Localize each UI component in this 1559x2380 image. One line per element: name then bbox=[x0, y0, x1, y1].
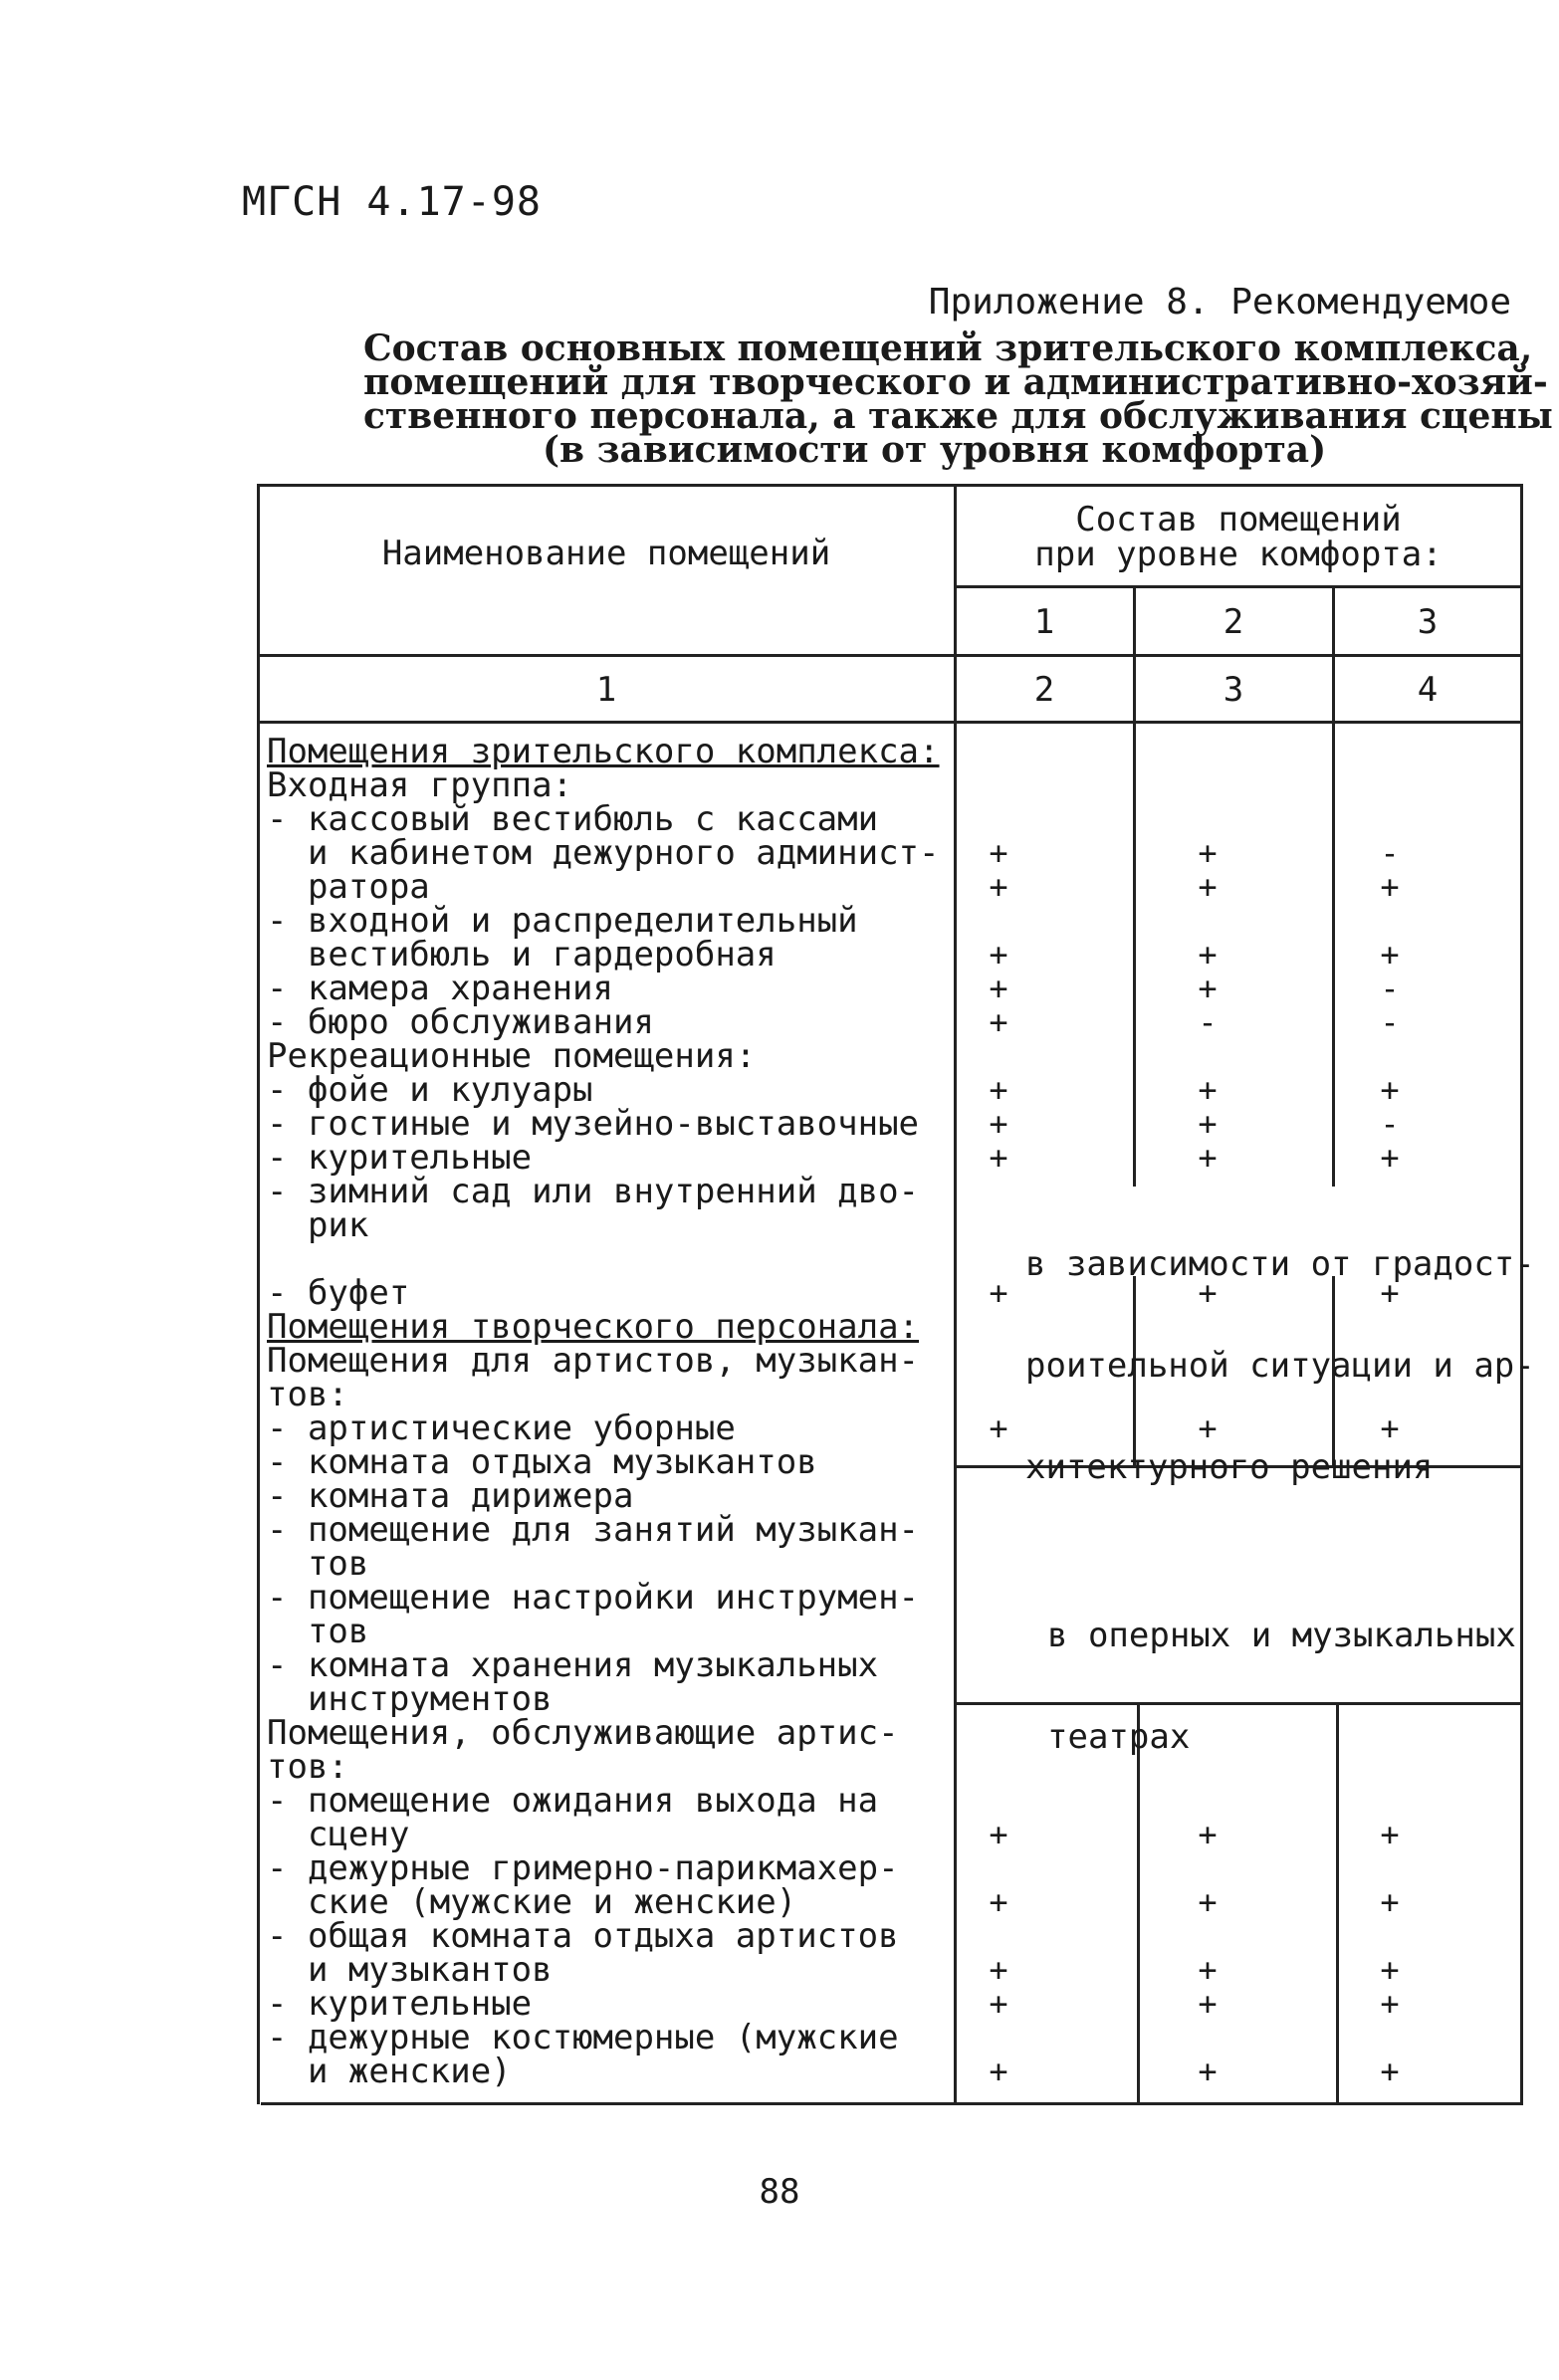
row-label: тов: bbox=[267, 1375, 348, 1414]
comfort-mark: - bbox=[1380, 1003, 1400, 1041]
row-label: ские (мужские и женские) bbox=[267, 1882, 797, 1922]
row-label: - курительные bbox=[267, 1138, 533, 1178]
table-row bbox=[267, 799, 924, 839]
comfort-mark: + bbox=[989, 834, 1008, 872]
row-label: - общая комната отдыха артистов bbox=[267, 1916, 899, 1956]
comfort-mark: + bbox=[989, 1139, 1008, 1177]
table-row bbox=[267, 1882, 1400, 1922]
row-label: - гостиные и музейно-выставочные bbox=[267, 1104, 920, 1144]
table-row bbox=[267, 1307, 924, 1347]
comfort-mark: - bbox=[1380, 970, 1400, 1007]
row-label: - фойе и кулуары bbox=[267, 1070, 593, 1110]
row-label: Рекреационные помещения: bbox=[267, 1036, 757, 1076]
merged-note-line: хитектурного решения bbox=[1025, 1447, 1434, 1487]
comfort-mark: + bbox=[1198, 1274, 1218, 1312]
table-row bbox=[267, 1172, 924, 1211]
group-header-line1: Состав помещений bbox=[1075, 500, 1402, 540]
comfort-mark: + bbox=[1198, 1883, 1218, 1921]
table-row bbox=[267, 901, 924, 941]
row-label: - помещение ожидания выхода на bbox=[267, 1781, 879, 1821]
col-number: 3 bbox=[1223, 670, 1244, 710]
comfort-mark: + bbox=[1380, 1274, 1400, 1312]
col-name-header: Наименование помещений bbox=[381, 534, 831, 573]
name-col-divider bbox=[954, 484, 957, 2104]
table-row bbox=[267, 1442, 924, 1482]
table-row bbox=[267, 1984, 1400, 2024]
page-title bbox=[363, 327, 1553, 471]
comfort-mark: + bbox=[1198, 1985, 1218, 2023]
group-header-line2: при уровне комфорта: bbox=[1034, 535, 1443, 574]
table-row bbox=[267, 1375, 924, 1414]
comfort-mark: - bbox=[1380, 1105, 1400, 1143]
row-label: и кабинетом дежурного админист- bbox=[267, 833, 940, 873]
merged-note-line: театрах bbox=[1047, 1717, 1191, 1757]
row-label: - комната хранения музыкальных bbox=[267, 1645, 879, 1685]
table-row bbox=[267, 867, 1400, 907]
table-row bbox=[267, 1679, 924, 1719]
row-label: - буфет bbox=[267, 1273, 410, 1313]
row-label: вестибюль и гардеробная bbox=[267, 935, 777, 974]
table-bottom-border bbox=[261, 2102, 1523, 2105]
comfort-mark: + bbox=[1380, 1071, 1400, 1109]
row-label: ратора bbox=[267, 867, 430, 907]
table-row bbox=[267, 1950, 1400, 1990]
table-row bbox=[267, 1036, 924, 1076]
comfort-mark: + bbox=[1198, 936, 1218, 974]
row-label: и женские) bbox=[267, 2052, 512, 2091]
table-row bbox=[267, 1781, 924, 1821]
row-label: - помещение для занятий музыкан- bbox=[267, 1510, 920, 1550]
table-row bbox=[267, 1242, 924, 1276]
row-label: тов bbox=[267, 1612, 369, 1651]
comfort-mark: + bbox=[1198, 868, 1218, 906]
table-row bbox=[267, 1205, 924, 1245]
table-row bbox=[267, 1341, 924, 1381]
comfort-mark: + bbox=[989, 1883, 1008, 1921]
title-line: ственного персонала, а также для обслуживания сцены bbox=[363, 395, 1553, 437]
comfort-mark: + bbox=[989, 868, 1008, 906]
row-label: - комната отдыха музыкантов bbox=[267, 1442, 817, 1482]
row-label: - бюро обслуживания bbox=[267, 1002, 654, 1042]
table-row bbox=[267, 1916, 924, 1956]
comfort-mark: + bbox=[1380, 868, 1400, 906]
comfort-mark: + bbox=[1380, 1409, 1400, 1447]
comfort-mark: + bbox=[1198, 1105, 1218, 1143]
table-row bbox=[267, 833, 1400, 873]
table-row bbox=[267, 1848, 924, 1888]
row-label: Помещения, обслуживающие артис- bbox=[267, 1713, 899, 1753]
table-row bbox=[267, 935, 1400, 974]
comfort-mark: + bbox=[1198, 1951, 1218, 1989]
group-header-divider bbox=[954, 585, 1523, 588]
row-label: Входная группа: bbox=[267, 765, 573, 805]
comfort-mark: + bbox=[1380, 1985, 1400, 2023]
col-number: 2 bbox=[1033, 670, 1055, 710]
table-row bbox=[267, 1815, 1400, 1854]
merged-note-line: роительной ситуации и ар- bbox=[1025, 1346, 1535, 1386]
comfort-mark: + bbox=[1380, 1951, 1400, 1989]
merged-note-urban bbox=[1025, 1180, 1535, 1552]
row-label: инструментов bbox=[267, 1679, 553, 1719]
comfort-mark: - bbox=[1198, 1003, 1218, 1041]
row-label: - помещение настройки инструмен- bbox=[267, 1578, 920, 1618]
row-label: - дежурные гримерно-парикмахер- bbox=[267, 1848, 899, 1888]
row-label: сцену bbox=[267, 1815, 410, 1854]
row-label: - комната дирижера bbox=[267, 1476, 634, 1516]
row-label: - зимний сад или внутренний дво- bbox=[267, 1172, 920, 1211]
row-label: тов: bbox=[267, 1747, 348, 1787]
comfort-mark: + bbox=[1380, 1139, 1400, 1177]
table-row bbox=[267, 1713, 924, 1753]
col-number: 1 bbox=[595, 670, 617, 710]
table-row bbox=[267, 1476, 924, 1516]
comfort-mark: + bbox=[1198, 1139, 1218, 1177]
level-header: 2 bbox=[1223, 602, 1244, 642]
table-row bbox=[267, 1273, 1400, 1313]
table-row bbox=[267, 1612, 924, 1651]
merged-note-line: в оперных и музыкальных bbox=[1047, 1616, 1516, 1655]
row-label: Помещения творческого персонала: bbox=[267, 1307, 920, 1347]
row-label: Помещения для артистов, музыкан- bbox=[267, 1341, 920, 1381]
table-left-border bbox=[257, 484, 260, 2104]
table-row bbox=[267, 969, 1400, 1008]
comfort-mark: + bbox=[1380, 936, 1400, 974]
comfort-mark: + bbox=[1380, 1883, 1400, 1921]
level-header: 3 bbox=[1417, 602, 1439, 642]
row-label: Помещения зрительского комплекса: bbox=[267, 732, 940, 771]
title-line: помещений для творческого и административно-хозяй- bbox=[363, 361, 1548, 403]
table-row bbox=[267, 1578, 924, 1618]
table-row bbox=[267, 2018, 924, 2057]
merged-note-line: в зависимости от градост- bbox=[1025, 1244, 1535, 1284]
table-row bbox=[267, 1645, 924, 1685]
row-label: рик bbox=[267, 1205, 369, 1245]
level-header: 1 bbox=[1033, 602, 1055, 642]
title-line: (в зависимости от уровня комфорта) bbox=[543, 429, 1327, 471]
comfort-mark: + bbox=[989, 1071, 1008, 1109]
comfort-mark: + bbox=[1380, 2053, 1400, 2090]
comfort-mark: + bbox=[989, 1003, 1008, 1041]
table-row bbox=[267, 1747, 924, 1787]
comfort-mark: + bbox=[1380, 1816, 1400, 1853]
table-top-border bbox=[257, 484, 1523, 487]
table-row bbox=[267, 732, 940, 771]
row-label: и музыкантов bbox=[267, 1950, 553, 1990]
title-line: Состав основных помещений зрительского комплекса, bbox=[363, 327, 1533, 369]
table-row bbox=[267, 2052, 1400, 2091]
comfort-mark: + bbox=[989, 1409, 1008, 1447]
page-number: 88 bbox=[759, 2172, 800, 2212]
row-label: - курительные bbox=[267, 1984, 533, 2024]
table-row bbox=[267, 1104, 1400, 1144]
comfort-mark: + bbox=[989, 1274, 1008, 1312]
table-row bbox=[267, 765, 924, 805]
appendix-label: Приложение 8. Рекомендуемое bbox=[928, 282, 1511, 323]
merged-note-opera bbox=[1047, 1551, 1516, 1822]
comfort-mark: + bbox=[1198, 1816, 1218, 1853]
comfort-mark: + bbox=[989, 936, 1008, 974]
comfort-mark: + bbox=[989, 1951, 1008, 1989]
table-row bbox=[267, 1510, 924, 1550]
comfort-mark: + bbox=[989, 2053, 1008, 2090]
comfort-mark: + bbox=[1198, 1071, 1218, 1109]
comfort-mark: + bbox=[1198, 2053, 1218, 2090]
row-label: - дежурные костюмерные (мужские bbox=[267, 2018, 899, 2057]
table-row bbox=[267, 1138, 1400, 1178]
comfort-mark: + bbox=[989, 1985, 1008, 2023]
row-label: тов bbox=[267, 1544, 369, 1584]
comfort-mark: + bbox=[1198, 970, 1218, 1007]
row-label: - камера хранения bbox=[267, 969, 613, 1008]
col-number: 4 bbox=[1417, 670, 1439, 710]
table-row bbox=[267, 1544, 924, 1584]
comfort-mark: + bbox=[989, 1816, 1008, 1853]
table-row bbox=[267, 1070, 1400, 1110]
row-label: - входной и распределительный bbox=[267, 901, 858, 941]
table-row bbox=[267, 1408, 1400, 1448]
comfort-mark: + bbox=[1198, 1409, 1218, 1447]
row-label: - кассовый вестибюль с кассами bbox=[267, 799, 879, 839]
comfort-mark: + bbox=[1198, 834, 1218, 872]
comfort-mark: + bbox=[989, 970, 1008, 1007]
comfort-mark: - bbox=[1380, 834, 1400, 872]
table-row bbox=[267, 1002, 1400, 1042]
document-code: МГСН 4.17-98 bbox=[242, 179, 542, 225]
comfort-mark: + bbox=[989, 1105, 1008, 1143]
row-label: - артистические уборные bbox=[267, 1408, 736, 1448]
